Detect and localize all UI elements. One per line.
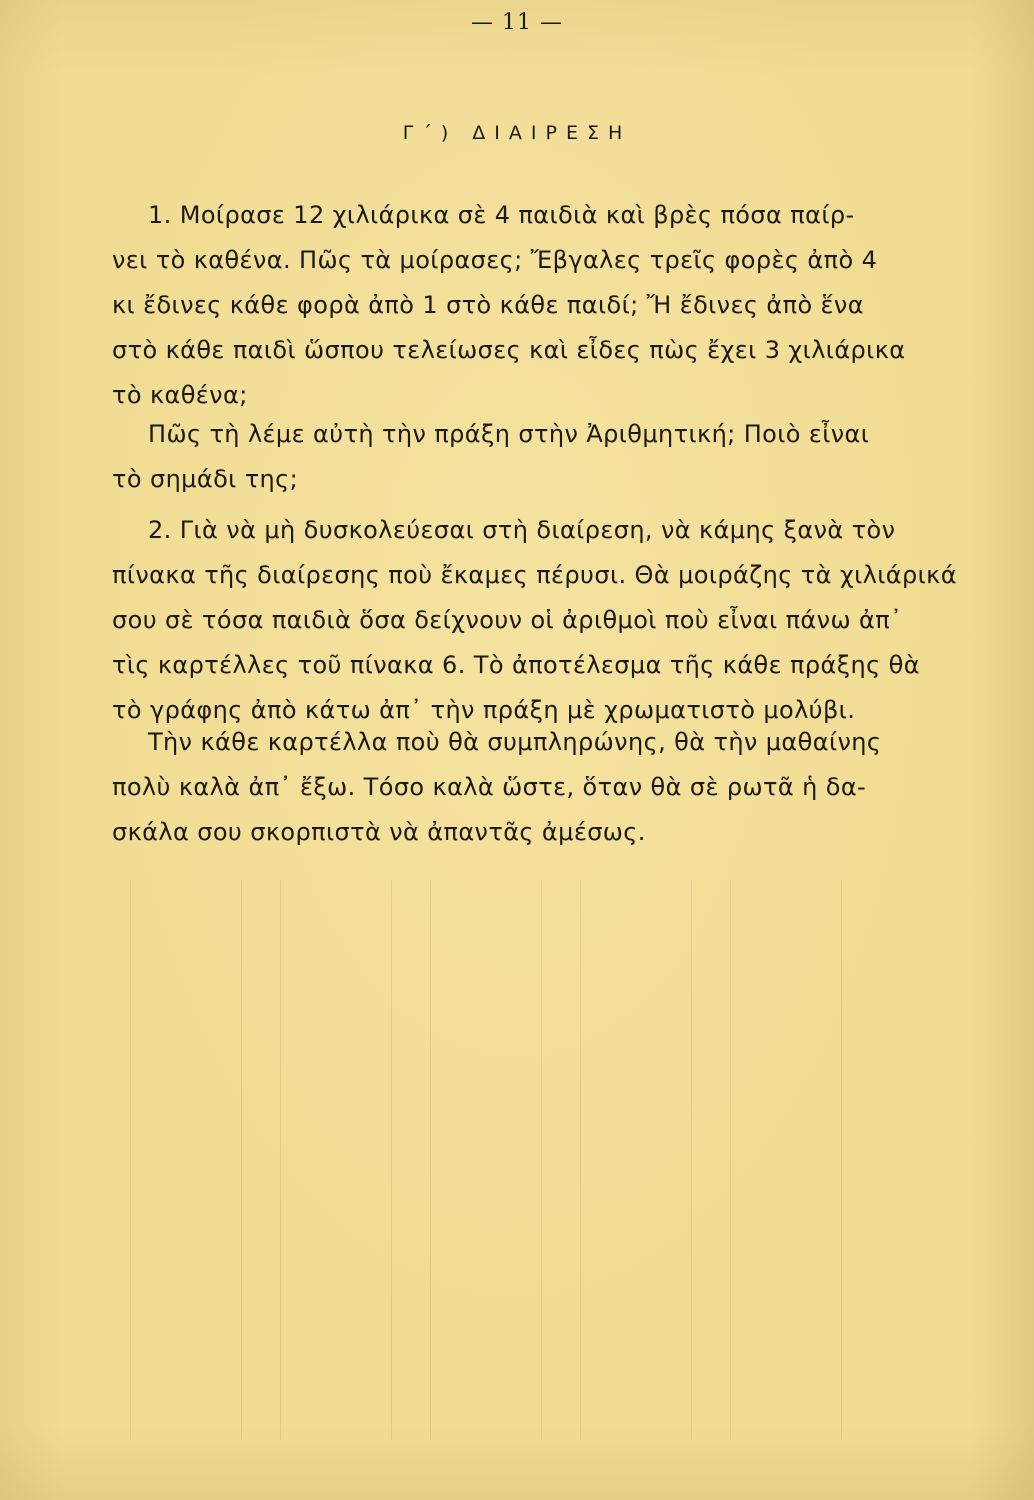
paragraph-1 bbox=[112, 193, 972, 418]
text-line: 2. Γιὰ νὰ μὴ δυσκολεύεσαι στὴ διαίρεση, νὰ κάμης ξανὰ τὸν bbox=[148, 516, 896, 544]
text-line: τὸ γράφης ἀπὸ κάτω ἀπ᾽ τὴν πράξη μὲ χρωματιστὸ μολύβι. bbox=[112, 696, 856, 724]
section-heading: Γ΄) ΔΙΑΙΡΕΣΗ bbox=[402, 122, 632, 144]
text-line: 1. Μοίρασε 12 χιλιάρικα σὲ 4 παιδιὰ καὶ βρὲς πόσα παίρ- bbox=[148, 201, 855, 229]
text-line: νει τὸ καθένα. Πῶς τὰ μοίρασες; Ἔβγαλες τρεῖς φορὲς ἀπὸ 4 bbox=[112, 246, 878, 274]
text-line: σου σὲ τόσα παιδιὰ ὅσα δείχνουν οἱ ἀριθμοὶ ποὺ εἶναι πάνω ἀπ᾽ bbox=[112, 606, 903, 634]
bleed-through-column bbox=[730, 880, 842, 1440]
paragraph-4 bbox=[112, 720, 972, 855]
paragraph-3 bbox=[112, 508, 972, 733]
text-line: Πῶς τὴ λέμε αὐτὴ τὴν πράξη στὴν Ἀριθμητική; Ποιὸ εἶναι bbox=[148, 420, 870, 448]
bleed-through-table bbox=[130, 880, 910, 1440]
page-number: — 11 — bbox=[471, 10, 563, 35]
bleed-through-column bbox=[130, 880, 242, 1440]
text-line: πίνακα τῆς διαίρεσης ποὺ ἔκαμες πέρυσι. Θὰ μοιράζης τὰ χιλιάρικά bbox=[112, 561, 957, 589]
text-line: στὸ κάθε παιδὶ ὥσπου τελείωσες καὶ εἶδες πὼς ἔχει 3 χιλιάρικα bbox=[112, 336, 906, 364]
text-line: Τὴν κάθε καρτέλλα ποὺ θὰ συμπληρώνης, θὰ τὴν μαθαίνης bbox=[148, 728, 882, 756]
text-line: τὸ σημάδι της; bbox=[112, 465, 299, 493]
bleed-through-column bbox=[280, 880, 392, 1440]
text-line: κι ἔδινες κάθε φορὰ ἀπὸ 1 στὸ κάθε παιδί; Ἤ ἔδινες ἀπὸ ἕνα bbox=[112, 291, 864, 319]
text-line: τὸ καθένα; bbox=[112, 381, 248, 409]
text-line: πολὺ καλὰ ἀπ᾽ ἔξω. Τόσο καλὰ ὥστε, ὅταν θὰ σὲ ρωτᾶ ἡ δα- bbox=[112, 773, 867, 801]
text-line: τὶς καρτέλλες τοῦ πίνακα 6. Τὸ ἀποτέλεσμα τῆς κάθε πράξης θὰ bbox=[112, 651, 920, 679]
text-line: σκάλα σου σκορπιστὰ νὰ ἀπαντᾶς ἀμέσως. bbox=[112, 818, 646, 846]
paragraph-2 bbox=[112, 412, 972, 502]
bleed-through-column bbox=[430, 880, 542, 1440]
bleed-through-column bbox=[580, 880, 692, 1440]
